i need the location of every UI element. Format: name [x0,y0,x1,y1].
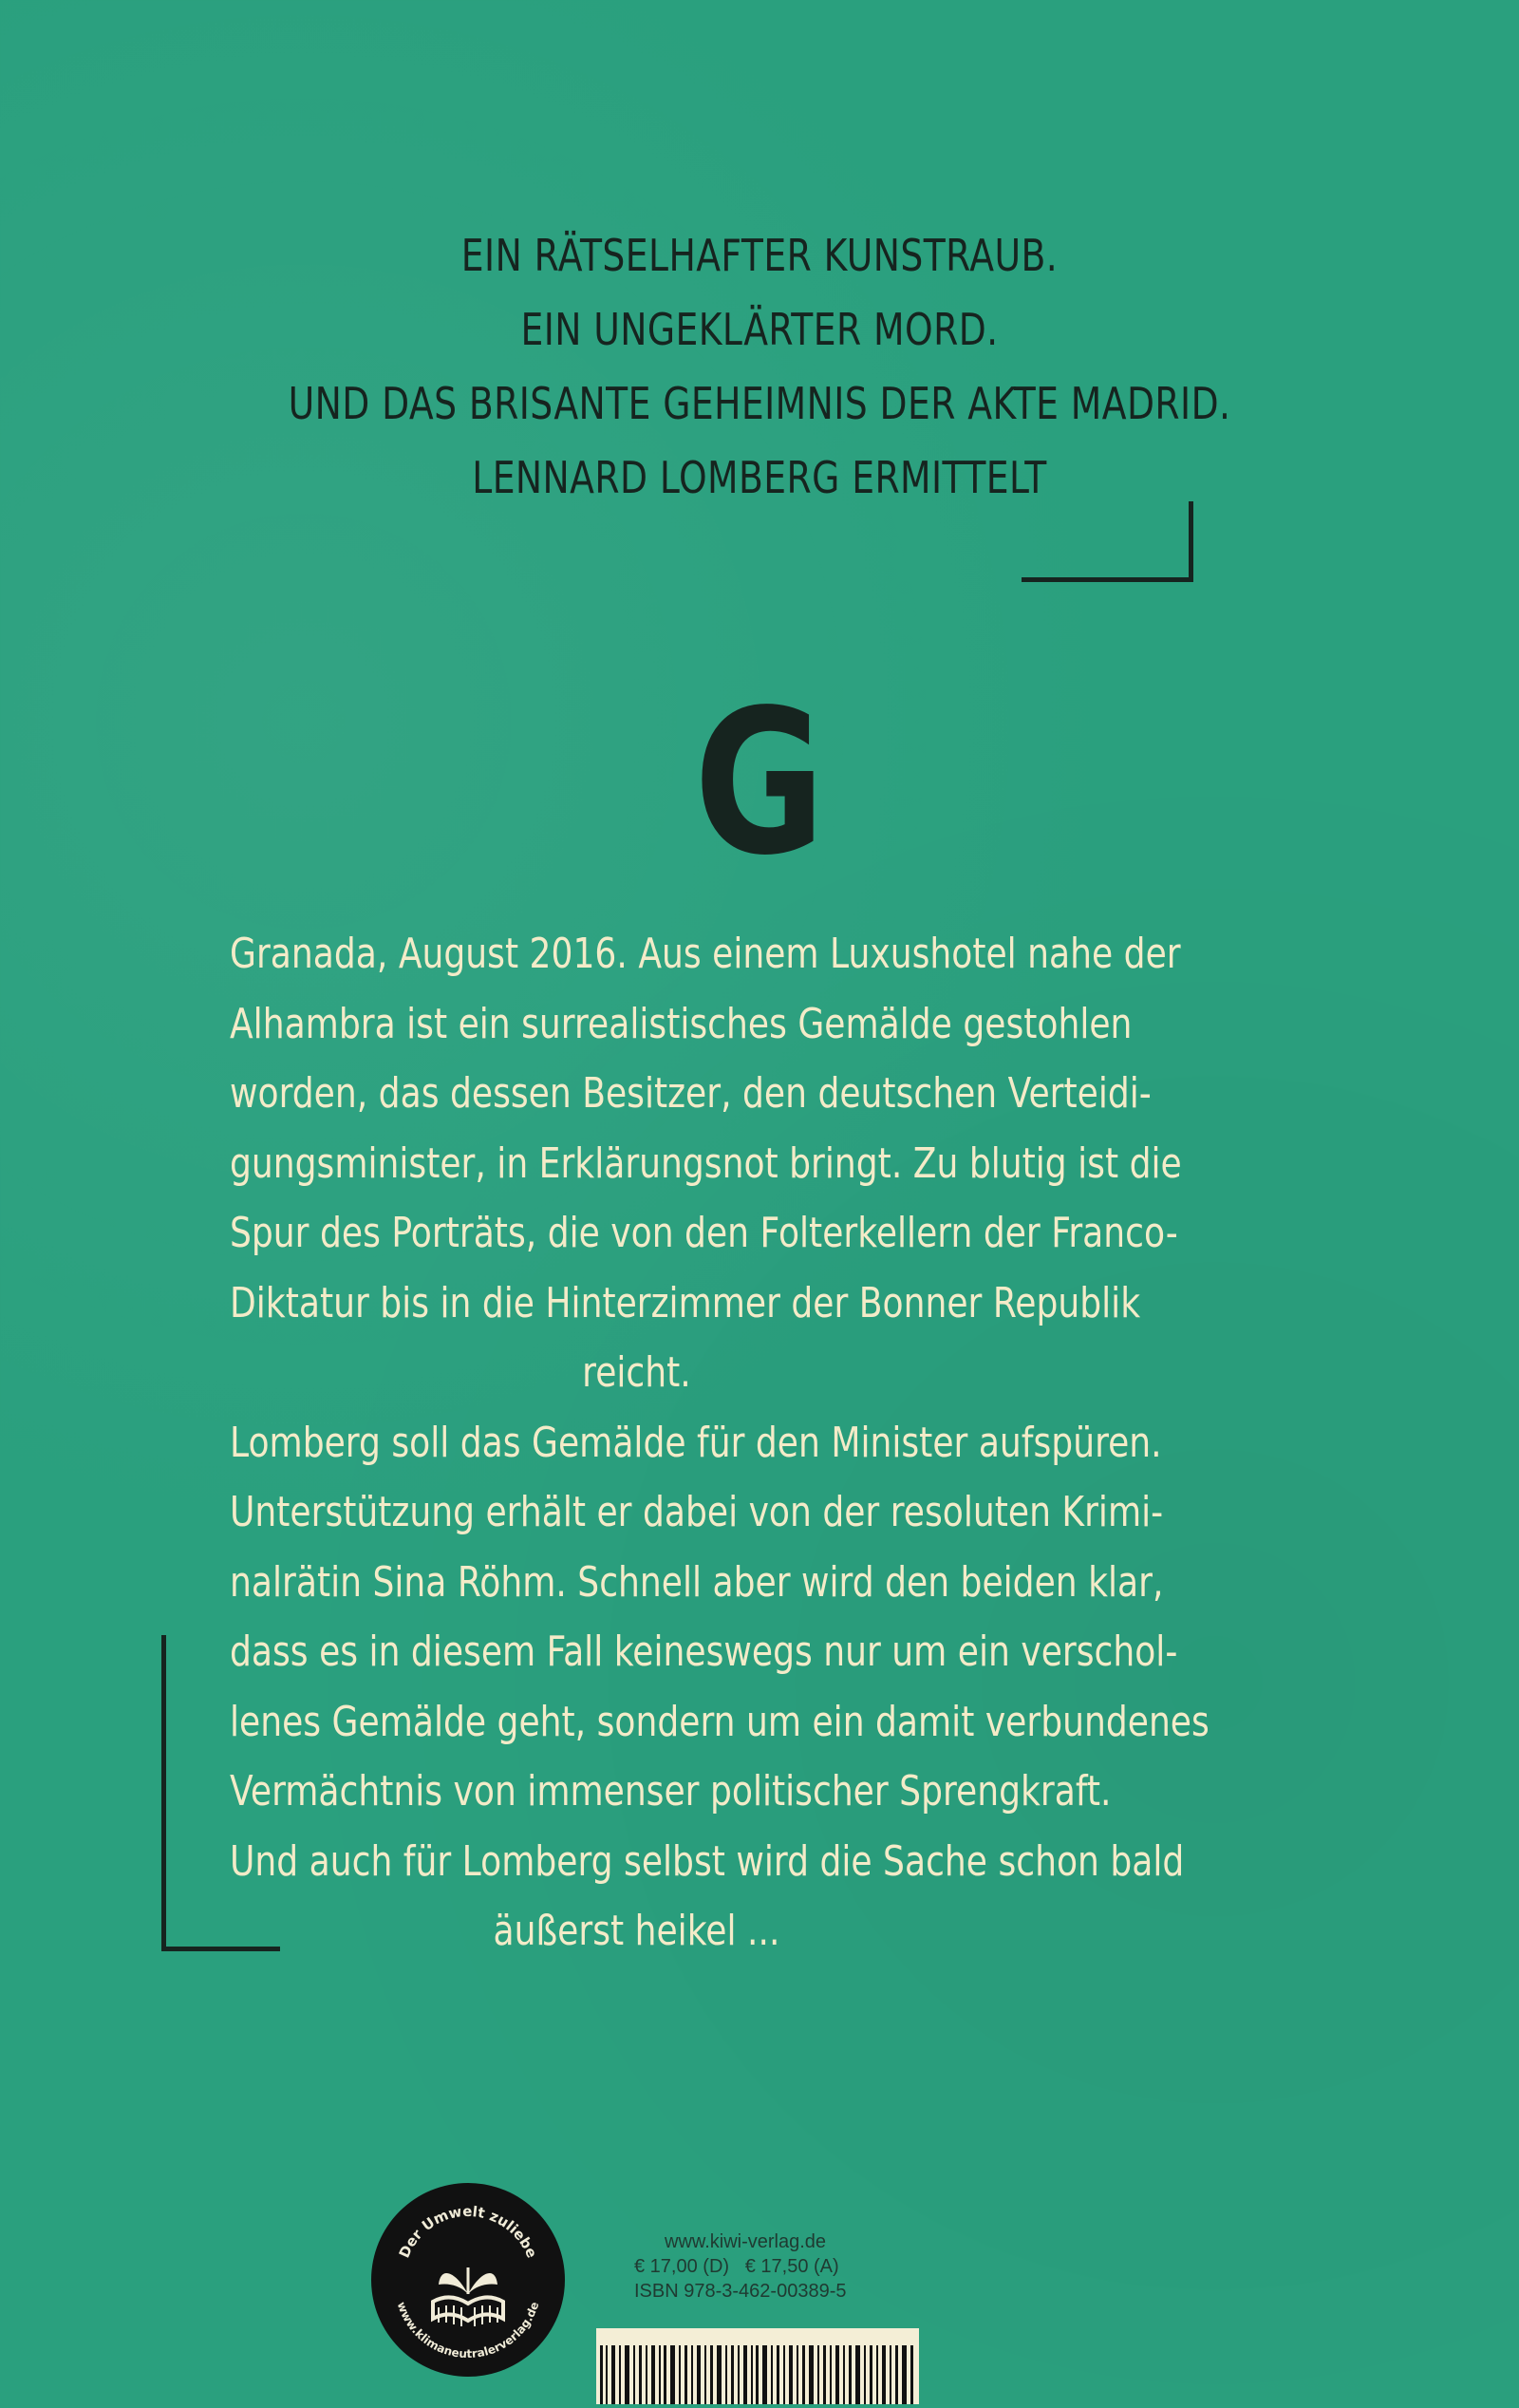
blurb-line: lenes Gemälde geht, sondern um ein damit verbundenes [230,1697,1210,1746]
barcode [596,2328,919,2404]
publisher-info [634,2229,919,2304]
tagline-line: UND DAS BRISANTE GEHEIMNIS DER AKTE MADRID. [288,378,1231,429]
tagline [137,218,1382,515]
climate-neutral-seal [368,2180,568,2380]
blurb-line: äußerst heikel ... [493,1907,780,1955]
blurb-line: Unterstützung erhält er dabei von der resoluten Krimi- [230,1488,1164,1536]
tagline-line: EIN UNGEKLÄRTER MORD. [520,304,999,355]
blurb-text [230,919,1281,1966]
barcode-graphic [596,2328,919,2404]
seal-graphic [368,2180,568,2380]
isbn-line: ISBN 978-3-462-00389-5 [634,2281,847,2302]
blurb-line: Lomberg soll das Gemälde für den Minister aufspüren. [230,1418,1162,1467]
corner-bracket-top [1022,501,1193,582]
blurb-line: reicht. [582,1348,691,1397]
seal-bottom-text: www.klimaneutralerverlag.de [394,2300,542,2361]
tagline-line: EIN RÄTSELHAFTER KUNSTRAUB. [460,230,1059,281]
publisher-website: www.kiwi-verlag.de [665,2231,827,2252]
blurb-line: Spur des Porträts, die von den Folterkellern der Franco- [230,1209,1178,1257]
seal-top-text: Der Umwelt zuliebe [395,2202,541,2261]
blurb-line: Diktatur bis in die Hinterzimmer der Bonner Republik [230,1278,1141,1327]
blurb-line: Alhambra ist ein surrealistisches Gemälde gestohlen [230,999,1133,1048]
price-line: € 17,00 (D) € 17,50 (A) [634,2256,839,2277]
corner-bracket-bottom [161,1635,280,1951]
blurb-line: dass es in diesem Fall keineswegs nur um ein verschol- [230,1627,1178,1676]
blurb-line: Vermächtnis von immenser politischer Sprengkraft. [230,1767,1112,1815]
blurb-line: nalrätin Sina Röhm. Schnell aber wird den beiden klar, [230,1557,1164,1607]
blurb-line: Und auch für Lomberg selbst wird die Sache schon bald [230,1836,1185,1886]
blurb-line: worden, das dessen Besitzer, den deutschen Verteidi- [230,1069,1152,1118]
blurb-line: gungsminister, in Erklärungsnot bringt. Zu blutig ist die [230,1138,1182,1188]
initial-letter: G [694,667,825,899]
tagline-line: LENNARD LOMBERG ERMITTELT [472,452,1047,503]
blurb-line: Granada, August 2016. Aus einem Luxushotel nahe der [230,930,1181,978]
